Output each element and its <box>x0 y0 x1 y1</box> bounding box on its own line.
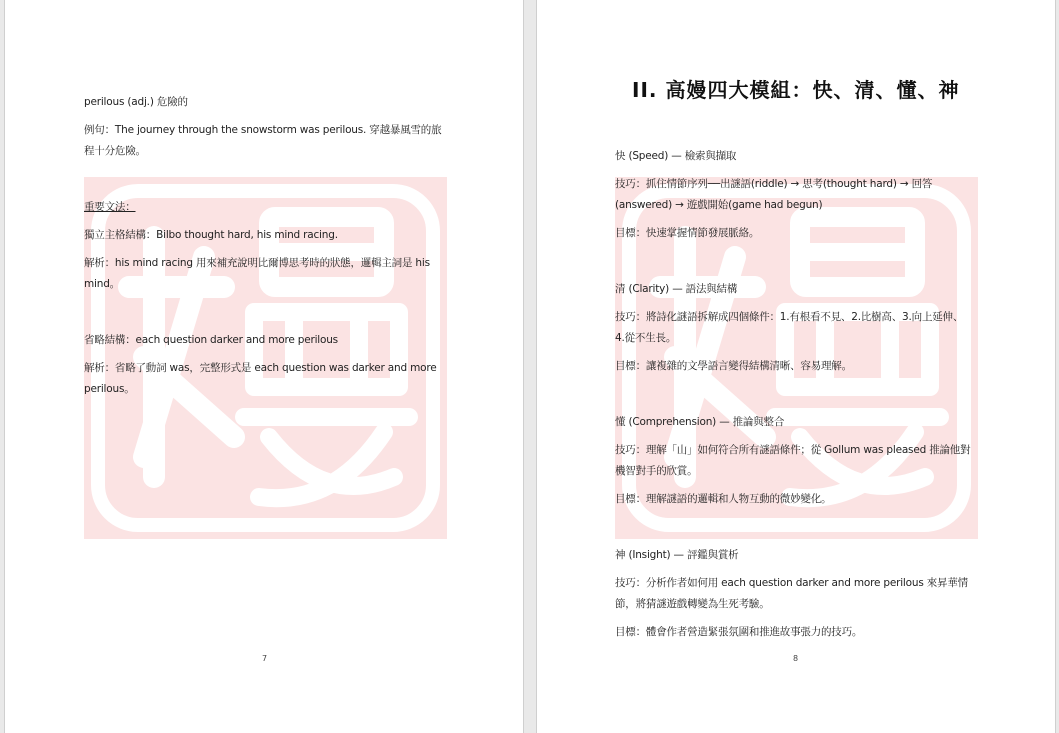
speed-heading: 快 (Speed) — 檢索與擷取 <box>615 150 737 162</box>
grammar-heading: 重要文法： <box>84 201 136 213</box>
ellipsis-analysis-2: perilous。 <box>84 383 135 395</box>
absolute-analysis-1: 解析：his mind racing 用來補充說明比爾博思考時的狀態，邏輯主詞是 his <box>84 257 430 269</box>
insight-heading: 神 (Insight) — 評鑑與賞析 <box>615 549 739 561</box>
ellipsis-construction: 省略結構：each question darker and more perilous <box>84 334 338 346</box>
comprehension-skill-2: 機智對手的欣賞。 <box>615 465 698 477</box>
ellipsis-analysis-1: 解析：省略了動詞 was，完整形式是 each question was darker and more <box>84 362 437 374</box>
speed-skill-1: 技巧：抓住情節序列──出謎語(riddle) → 思考(thought hard) → 回答 <box>615 178 933 190</box>
example-line-1: 例句：The journey through the snowstorm was perilous. 穿越暴風雪的旅 <box>84 124 442 136</box>
section-title: II. 高嫚四大模組：快、清、懂、神 <box>632 78 960 102</box>
absolute-construction: 獨立主格結構：Bilbo thought hard, his mind racing. <box>84 229 338 241</box>
speed-skill-2: (answered) → 遊戲開始(game had begun) <box>615 199 823 211</box>
insight-skill-1: 技巧：分析作者如何用 each question darker and more perilous 來昇華情 <box>615 577 968 589</box>
example-line-2: 程十分危險。 <box>84 145 146 157</box>
page-7 <box>4 0 524 733</box>
absolute-analysis-2: mind。 <box>84 278 120 290</box>
speed-goal: 目標：快速掌握情節發展脈絡。 <box>615 227 760 239</box>
vocab-entry: perilous (adj.) 危險的 <box>84 96 188 108</box>
clarity-skill-1: 技巧：將詩化謎語拆解成四個條件：1.有根看不見、2.比樹高、3.向上延伸、 <box>615 311 964 323</box>
insight-skill-2: 節，將猜謎遊戲轉變為生死考驗。 <box>615 598 770 610</box>
clarity-heading: 清 (Clarity) — 語法與結構 <box>615 283 738 295</box>
comprehension-heading: 懂 (Comprehension) — 推論與整合 <box>615 416 785 428</box>
page-number: 7 <box>262 654 268 663</box>
comprehension-skill-1: 技巧：理解「山」如何符合所有謎語條件；從 Gollum was pleased 推論他對 <box>615 444 971 456</box>
insight-goal: 目標：體會作者營造緊張氛圍和推進故事張力的技巧。 <box>615 626 863 638</box>
page-number: 8 <box>793 654 799 663</box>
comprehension-goal: 目標：理解謎語的邏輯和人物互動的微妙變化。 <box>615 493 832 505</box>
clarity-goal: 目標：讓複雜的文學語言變得結構清晰、容易理解。 <box>615 360 852 372</box>
clarity-skill-2: 4.從不生長。 <box>615 332 677 344</box>
page-8 <box>536 0 1056 733</box>
